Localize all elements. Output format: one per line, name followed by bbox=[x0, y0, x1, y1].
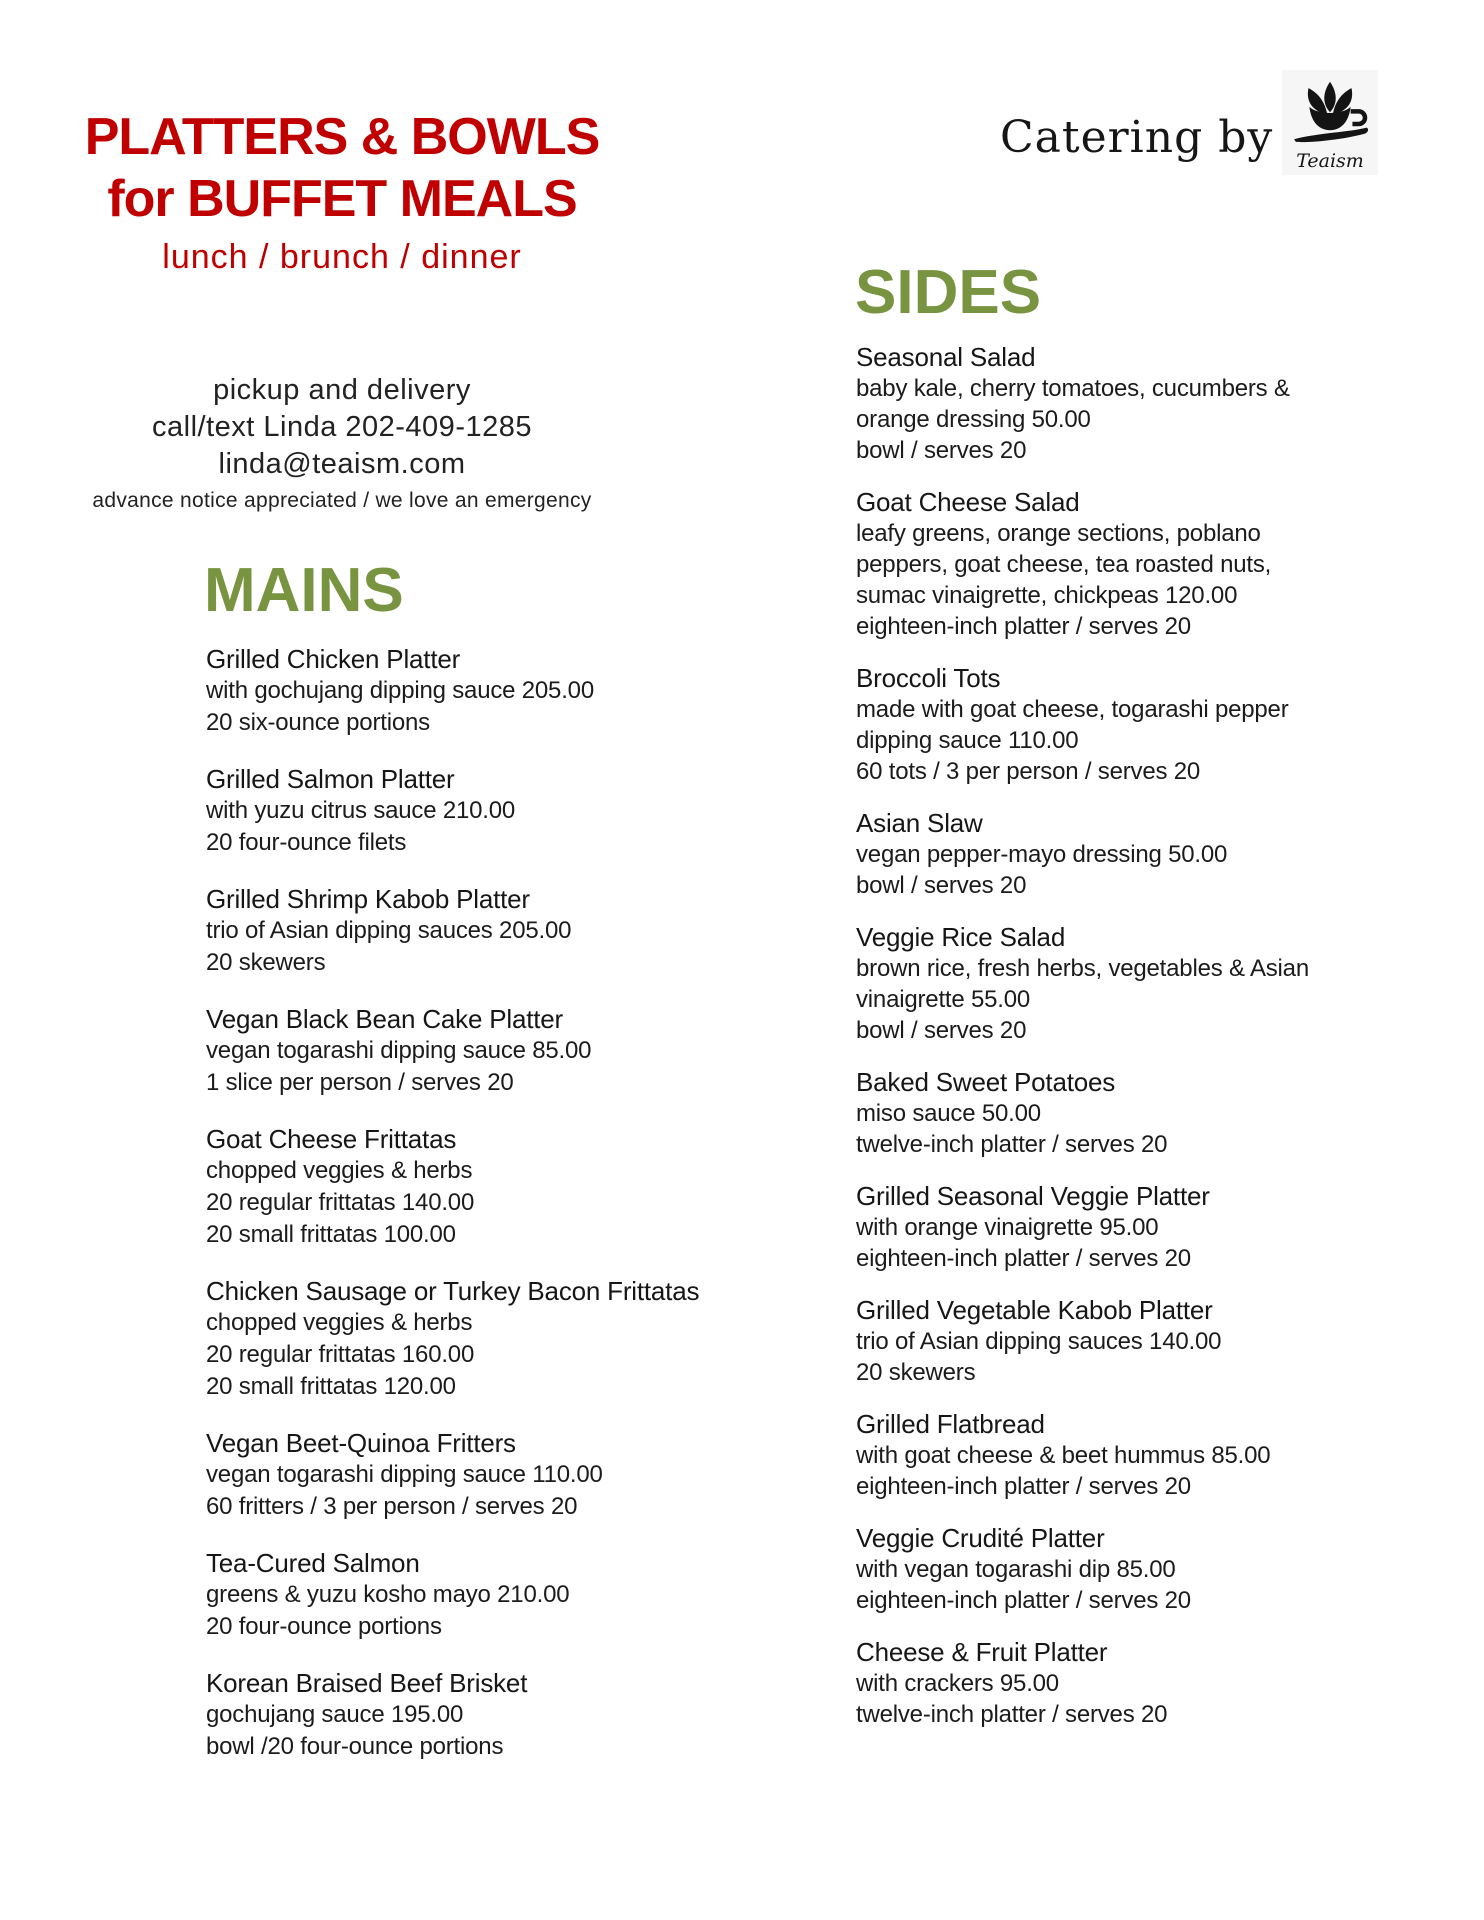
mains-list bbox=[206, 643, 700, 1787]
menu-item-detail: twelve-inch platter / serves 20 bbox=[856, 1701, 1168, 1728]
menu-item-detail: 60 fritters / 3 per person / serves 20 bbox=[206, 1493, 578, 1520]
menu-item-name: Goat Cheese Salad bbox=[856, 487, 1080, 517]
menu-item-detail: gochujang sauce 195.00 bbox=[206, 1701, 464, 1728]
menu-item-detail: vegan togarashi dipping sauce 85.00 bbox=[206, 1037, 592, 1064]
menu-item-name: Veggie Crudité Platter bbox=[856, 1523, 1105, 1553]
menu-item-detail: 20 skewers bbox=[206, 949, 326, 976]
menu-item bbox=[206, 1275, 700, 1403]
menu-item-detail: with vegan togarashi dip 85.00 bbox=[856, 1556, 1176, 1583]
menu-item bbox=[856, 1295, 1326, 1388]
menu-item-detail: 20 small frittatas 100.00 bbox=[206, 1221, 456, 1248]
menu-item bbox=[856, 1181, 1326, 1274]
menu-item-detail: 20 regular frittatas 140.00 bbox=[206, 1189, 475, 1216]
menu-item-detail: greens & yuzu kosho mayo 210.00 bbox=[206, 1581, 570, 1608]
menu-item bbox=[856, 342, 1326, 466]
menu-item-detail: made with goat cheese, togarashi pepper bbox=[856, 696, 1289, 723]
menu-item-detail: baby kale, cherry tomatoes, cucumbers & bbox=[856, 375, 1290, 402]
menu-item-detail: chopped veggies & herbs bbox=[206, 1157, 473, 1184]
menu-item-detail: twelve-inch platter / serves 20 bbox=[856, 1131, 1168, 1158]
menu-item-detail: with crackers 95.00 bbox=[856, 1670, 1059, 1697]
menu-item-detail: 1 slice per person / serves 20 bbox=[206, 1069, 514, 1096]
menu-item-detail: with goat cheese & beet hummus 85.00 bbox=[856, 1442, 1271, 1469]
menu-item-detail: brown rice, fresh herbs, vegetables & Asian bbox=[856, 955, 1309, 982]
menu-item bbox=[856, 1409, 1326, 1502]
menu-item-detail: 20 four-ounce portions bbox=[206, 1613, 442, 1640]
menu-item bbox=[206, 1123, 686, 1251]
menu-item-detail: 60 tots / 3 per person / serves 20 bbox=[856, 758, 1201, 785]
menu-header bbox=[77, 106, 607, 278]
menu-item-detail: 20 small frittatas 120.00 bbox=[206, 1373, 456, 1400]
menu-item-name: Seasonal Salad bbox=[856, 342, 1036, 372]
page-subtitle: lunch / brunch / dinner bbox=[162, 238, 522, 276]
teaism-logo bbox=[1282, 70, 1378, 175]
menu-item-detail: eighteen-inch platter / serves 20 bbox=[856, 1473, 1191, 1500]
menu-item-detail: bowl / serves 20 bbox=[856, 872, 1027, 899]
menu-item bbox=[856, 1637, 1326, 1730]
catering-by-text: Catering by bbox=[1000, 112, 1274, 163]
menu-item bbox=[206, 763, 686, 859]
contact-email: linda@teaism.com bbox=[218, 448, 466, 480]
menu-item-detail: eighteen-inch platter / serves 20 bbox=[856, 1587, 1191, 1614]
menu-item-detail: with orange vinaigrette 95.00 bbox=[856, 1214, 1159, 1241]
menu-item-detail: vegan pepper-mayo dressing 50.00 bbox=[856, 841, 1228, 868]
brand-name: Teaism bbox=[1296, 150, 1364, 172]
menu-item-name: Baked Sweet Potatoes bbox=[856, 1067, 1116, 1097]
menu-item bbox=[206, 1003, 686, 1099]
menu-item-name: Grilled Shrimp Kabob Platter bbox=[206, 884, 530, 914]
menu-item bbox=[206, 1547, 686, 1643]
menu-item-name: Grilled Flatbread bbox=[856, 1409, 1045, 1439]
contact-block bbox=[77, 372, 607, 516]
menu-item-detail: 20 six-ounce portions bbox=[206, 709, 430, 736]
menu-item bbox=[206, 1667, 686, 1763]
menu-item-name: Vegan Black Bean Cake Platter bbox=[206, 1004, 563, 1034]
menu-item-detail: with yuzu citrus sauce 210.00 bbox=[206, 797, 516, 824]
menu-item-detail: with gochujang dipping sauce 205.00 bbox=[206, 677, 594, 704]
menu-item bbox=[856, 922, 1326, 1046]
menu-item bbox=[856, 663, 1326, 787]
menu-item-name: Broccoli Tots bbox=[856, 663, 1001, 693]
menu-item bbox=[206, 1427, 686, 1523]
menu-item-detail: sumac vinaigrette, chickpeas 120.00 bbox=[856, 582, 1238, 609]
menu-item-detail: 20 regular frittatas 160.00 bbox=[206, 1341, 475, 1368]
sides-heading: SIDES bbox=[855, 258, 1042, 327]
menu-item-name: Veggie Rice Salad bbox=[856, 922, 1066, 952]
menu-item bbox=[856, 487, 1326, 642]
menu-item-detail: peppers, goat cheese, tea roasted nuts, bbox=[856, 551, 1272, 578]
menu-item bbox=[856, 808, 1326, 901]
menu-item-name: Tea-Cured Salmon bbox=[206, 1548, 420, 1578]
menu-item-detail: dipping sauce 110.00 bbox=[856, 727, 1079, 754]
menu-item-detail: bowl / serves 20 bbox=[856, 437, 1027, 464]
menu-item-detail: chopped veggies & herbs bbox=[206, 1309, 473, 1336]
menu-item-detail: 20 four-ounce filets bbox=[206, 829, 407, 856]
contact-note: advance notice appreciated / we love an emergency bbox=[92, 489, 592, 512]
menu-item bbox=[856, 1523, 1326, 1616]
page-title-line1: PLATTERS & BOWLS bbox=[84, 108, 600, 166]
contact-pickup-delivery: pickup and delivery bbox=[213, 374, 471, 406]
lotus-teacup-icon bbox=[1285, 80, 1375, 150]
menu-item-detail: leafy greens, orange sections, poblano bbox=[856, 520, 1261, 547]
menu-item-detail: trio of Asian dipping sauces 140.00 bbox=[856, 1328, 1222, 1355]
menu-item-name: Asian Slaw bbox=[856, 808, 983, 838]
menu-item-name: Vegan Beet-Quinoa Fritters bbox=[206, 1428, 516, 1458]
menu-item-detail: bowl / serves 20 bbox=[856, 1017, 1027, 1044]
menu-item-detail: vinaigrette 55.00 bbox=[856, 986, 1031, 1013]
menu-item bbox=[856, 1067, 1326, 1160]
menu-item bbox=[206, 883, 686, 979]
sides-list bbox=[856, 342, 1326, 1751]
menu-item-detail: trio of Asian dipping sauces 205.00 bbox=[206, 917, 572, 944]
menu-item-name: Grilled Seasonal Veggie Platter bbox=[856, 1181, 1210, 1211]
menu-item bbox=[206, 643, 686, 739]
menu-item-name: Cheese & Fruit Platter bbox=[856, 1637, 1108, 1667]
menu-item-detail: eighteen-inch platter / serves 20 bbox=[856, 613, 1191, 640]
menu-item-detail: miso sauce 50.00 bbox=[856, 1100, 1041, 1127]
menu-item-name: Grilled Chicken Platter bbox=[206, 644, 461, 674]
mains-heading: MAINS bbox=[204, 556, 404, 625]
menu-item-name: Korean Braised Beef Brisket bbox=[206, 1668, 528, 1698]
menu-item-name: Grilled Salmon Platter bbox=[206, 764, 455, 794]
menu-item-detail: orange dressing 50.00 bbox=[856, 406, 1091, 433]
menu-item-detail: eighteen-inch platter / serves 20 bbox=[856, 1245, 1191, 1272]
menu-item-detail: 20 skewers bbox=[856, 1359, 976, 1386]
menu-item-name: Chicken Sausage or Turkey Bacon Frittatas bbox=[206, 1276, 700, 1306]
menu-item-name: Goat Cheese Frittatas bbox=[206, 1124, 457, 1154]
page-title-line2: for BUFFET MEALS bbox=[107, 170, 577, 228]
menu-item-detail: bowl /20 four-ounce portions bbox=[206, 1733, 504, 1760]
contact-phone: call/text Linda 202-409-1285 bbox=[152, 411, 532, 443]
menu-item-detail: vegan togarashi dipping sauce 110.00 bbox=[206, 1461, 603, 1488]
menu-item-name: Grilled Vegetable Kabob Platter bbox=[856, 1295, 1213, 1325]
